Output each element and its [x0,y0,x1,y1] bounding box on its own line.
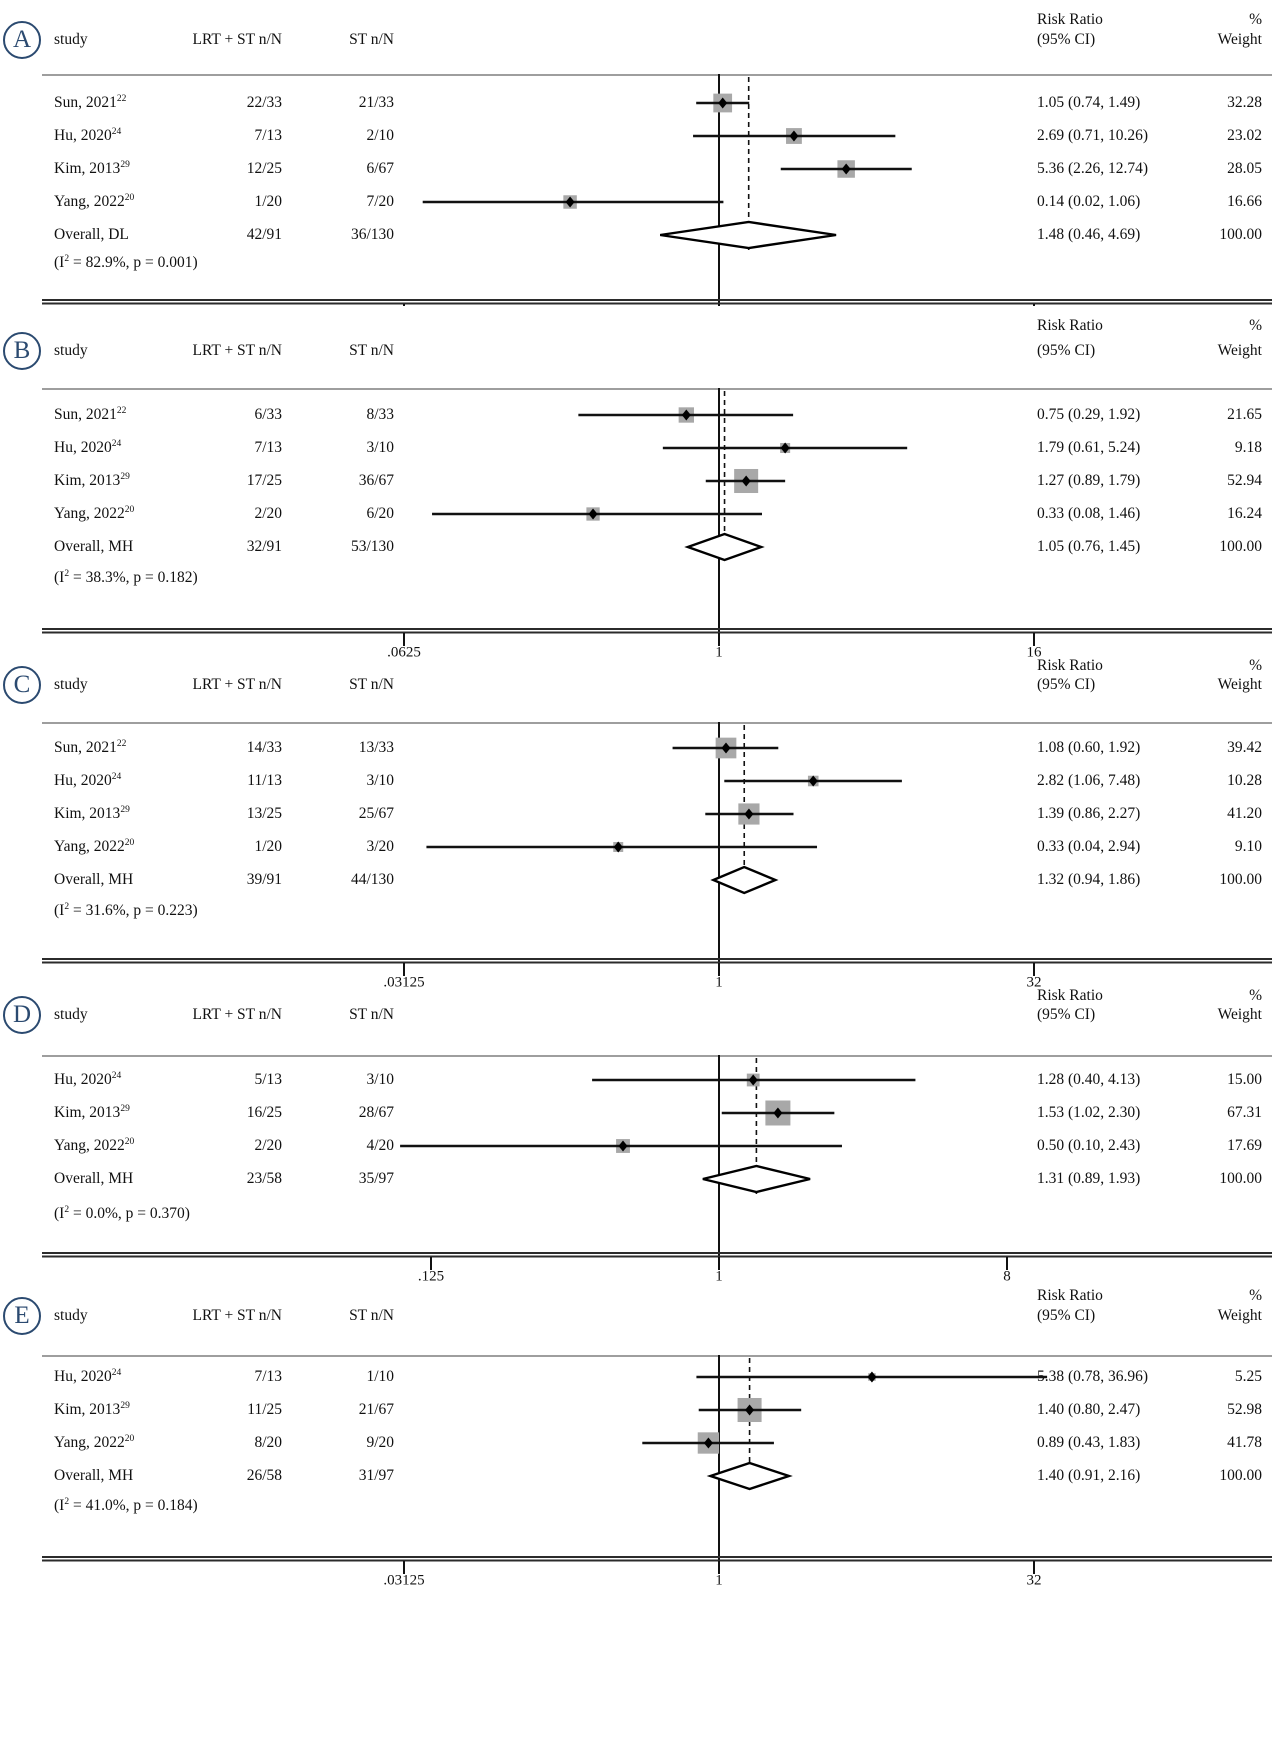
col-header-ci: (95% CI) [1037,342,1096,359]
control-events: 3/20 [366,838,394,855]
risk-ratio-value: 2.69 (0.71, 10.26) [1037,127,1149,144]
forest-canvas-E [0,1280,1280,1762]
col-header-study: study [54,1307,88,1324]
treat-events: 7/13 [254,439,282,456]
risk-ratio-value: 1.40 (0.91, 2.16) [1037,1467,1141,1484]
col-header-percent: % [1249,11,1262,28]
control-events: 21/33 [358,94,394,111]
axis-tick-label: 32 [1026,1572,1042,1589]
axis-tick-label: 1 [715,1268,723,1285]
weight-value: 23.02 [1227,127,1262,144]
weight-value: 52.98 [1227,1401,1262,1418]
heterogeneity-note: ($I^2 = 41.0\%$, p = 0.184) [54,1496,198,1514]
treat-events: 1/20 [254,838,282,855]
study-label: Yang, 2022$^{20}$ [54,837,135,855]
study-label: Kim, 2013$^{29}$ [54,804,130,822]
control-events: 2/10 [366,127,394,144]
risk-ratio-value: 0.33 (0.04, 2.94) [1037,838,1141,855]
weight-value: 32.28 [1227,94,1262,111]
panel-letter-A: A [3,21,41,59]
treat-events: 1/20 [254,193,282,210]
treat-events: 16/25 [246,1104,282,1121]
study-label: Kim, 2013$^{29}$ [54,1400,130,1418]
risk-ratio-value: 1.28 (0.40, 4.13) [1037,1071,1141,1088]
weight-value: 100.00 [1219,226,1262,243]
control-events: 1/10 [366,1368,394,1385]
weight-value: 52.94 [1227,472,1262,489]
axis-tick-label: 8 [1003,1268,1011,1285]
weight-value: 5.25 [1234,1368,1262,1385]
panel-A [0,0,1280,306]
control-events: 53/130 [350,538,394,555]
treat-events: 22/33 [246,94,282,111]
col-header-ci: (95% CI) [1037,1006,1096,1023]
col-header-ci: (95% CI) [1037,1307,1096,1324]
weight-value: 100.00 [1219,1467,1262,1484]
col-header-risk-ratio: Risk Ratio [1037,317,1103,334]
control-events: 13/33 [358,739,394,756]
col-header-st: ST n/N [349,1006,394,1023]
treat-events: 11/25 [247,1401,282,1418]
study-label: Overall, MH [54,871,134,888]
col-header-st: ST n/N [349,342,394,359]
risk-ratio-value: 0.50 (0.10, 2.43) [1037,1137,1141,1154]
col-header-weight: Weight [1217,676,1262,693]
point-estimate-marker [867,1372,876,1383]
weight-value: 15.00 [1227,1071,1262,1088]
axis-tick-label: 1 [715,644,723,661]
control-events: 4/20 [366,1137,394,1154]
panel-C [0,650,1280,991]
treat-events: 42/91 [246,226,282,243]
axis-tick-label: .03125 [383,1572,425,1589]
weight-value: 10.28 [1227,772,1262,789]
control-events: 3/10 [366,439,394,456]
study-label: Kim, 2013$^{29}$ [54,1103,130,1121]
col-header-percent: % [1249,987,1262,1004]
col-header-ci: (95% CI) [1037,31,1096,48]
risk-ratio-value: 0.89 (0.43, 1.83) [1037,1434,1141,1451]
panel-letter-C: C [3,666,41,704]
col-header-ci: (95% CI) [1037,676,1096,693]
weight-value: 17.69 [1227,1137,1262,1154]
study-label: Hu, 2020$^{24}$ [54,1070,122,1088]
citation-superscript: 24 [111,771,122,782]
heterogeneity-note: ($I^2 = 38.3\%$, p = 0.182) [54,568,198,586]
panel-E [0,1280,1280,1762]
weight-value: 67.31 [1227,1104,1262,1121]
col-header-lrt-st: LRT + ST n/N [192,676,282,693]
heterogeneity-note: ($I^2 = 0.0\%$, p = 0.370) [54,1204,190,1222]
col-header-percent: % [1249,1287,1262,1304]
weight-value: 100.00 [1219,538,1262,555]
study-label: Hu, 2020$^{24}$ [54,1367,122,1385]
control-events: 44/130 [350,871,394,888]
control-events: 3/10 [366,772,394,789]
col-header-weight: Weight [1217,31,1262,48]
weight-value: 39.42 [1227,739,1262,756]
citation-superscript: 20 [124,837,135,848]
axis-tick-label: 1 [715,974,723,991]
weight-value: 21.65 [1227,406,1262,423]
citation-superscript: 24 [111,438,122,449]
risk-ratio-value: 5.36 (2.26, 12.74) [1037,160,1149,177]
risk-ratio-value: 1.79 (0.61, 5.24) [1037,439,1141,456]
panel-letter-D: D [3,996,41,1034]
citation-superscript: 20 [124,192,135,203]
weight-value: 9.18 [1234,439,1262,456]
study-label: Overall, DL [54,226,129,243]
study-label: Yang, 2022$^{20}$ [54,1136,135,1154]
risk-ratio-value: 1.32 (0.94, 1.86) [1037,871,1141,888]
risk-ratio-value: 1.08 (0.60, 1.92) [1037,739,1141,756]
study-label: Hu, 2020$^{24}$ [54,438,122,456]
control-events: 6/67 [366,160,394,177]
study-label: Overall, MH [54,538,134,555]
control-events: 9/20 [366,1434,394,1451]
treat-events: 2/20 [254,505,282,522]
col-header-lrt-st: LRT + ST n/N [192,31,282,48]
citation-superscript: 24 [111,126,122,137]
overall-diamond [713,867,775,893]
risk-ratio-value: 1.05 (0.76, 1.45) [1037,538,1141,555]
col-header-weight: Weight [1217,1006,1262,1023]
control-events: 36/130 [350,226,394,243]
study-label: Yang, 2022$^{20}$ [54,192,135,210]
treat-events: 5/13 [254,1071,282,1088]
col-header-risk-ratio: Risk Ratio [1037,987,1103,1004]
weight-value: 100.00 [1219,871,1262,888]
risk-ratio-value: 1.39 (0.86, 2.27) [1037,805,1141,822]
panel-D [0,980,1280,1285]
study-label: Yang, 2022$^{20}$ [54,1433,135,1451]
citation-superscript: 29 [120,1400,130,1411]
col-header-weight: Weight [1217,1307,1262,1324]
col-header-risk-ratio: Risk Ratio [1037,1287,1103,1304]
weight-value: 100.00 [1219,1170,1262,1187]
treat-events: 32/91 [246,538,282,555]
treat-events: 23/58 [246,1170,282,1187]
weight-value: 16.66 [1227,193,1262,210]
treat-events: 26/58 [246,1467,282,1484]
citation-superscript: 24 [111,1367,122,1378]
risk-ratio-value: 5.38 (0.78, 36.96) [1037,1368,1149,1385]
control-events: 35/97 [358,1170,394,1187]
col-header-lrt-st: LRT + ST n/N [192,1006,282,1023]
citation-superscript: 29 [120,1103,130,1114]
weight-value: 28.05 [1227,160,1262,177]
heterogeneity-note: ($I^2 = 82.9\%$, p = 0.001) [54,253,198,271]
col-header-lrt-st: LRT + ST n/N [192,342,282,359]
axis-tick-label: .0625 [387,644,421,661]
risk-ratio-value: 0.75 (0.29, 1.92) [1037,406,1141,423]
control-events: 25/67 [358,805,394,822]
study-label: Hu, 2020$^{24}$ [54,126,122,144]
axis-tick-label: 32 [1026,974,1042,991]
citation-superscript: 29 [120,471,130,482]
citation-superscript: 22 [116,93,127,104]
panel-letter-B: B [3,332,41,370]
treat-events: 12/25 [246,160,282,177]
col-header-st: ST n/N [349,1307,394,1324]
control-events: 21/67 [358,1401,394,1418]
col-header-study: study [54,31,88,48]
control-events: 3/10 [366,1071,394,1088]
axis-tick-label: 16 [1026,644,1042,661]
treat-events: 17/25 [246,472,282,489]
treat-events: 14/33 [246,739,282,756]
study-label: Kim, 2013$^{29}$ [54,159,130,177]
weight-value: 41.20 [1227,805,1262,822]
risk-ratio-value: 1.31 (0.89, 1.93) [1037,1170,1141,1187]
risk-ratio-value: 1.05 (0.74, 1.49) [1037,94,1141,111]
treat-events: 2/20 [254,1137,282,1154]
col-header-study: study [54,676,88,693]
treat-events: 7/13 [254,1368,282,1385]
citation-superscript: 20 [124,504,135,515]
weight-value: 41.78 [1227,1434,1262,1451]
overall-diamond [660,222,836,248]
citation-superscript: 29 [120,804,130,815]
forest-canvas-D [0,980,1280,1280]
study-label: Overall, MH [54,1170,134,1187]
citation-superscript: 22 [116,738,127,749]
col-header-risk-ratio: Risk Ratio [1037,11,1103,28]
col-header-st: ST n/N [349,676,394,693]
risk-ratio-value: 1.40 (0.80, 2.47) [1037,1401,1141,1418]
treat-events: 39/91 [246,871,282,888]
weight-value: 16.24 [1227,505,1262,522]
study-label: Sun, 2021$^{22}$ [54,405,127,423]
citation-superscript: 22 [116,405,127,416]
col-header-percent: % [1249,657,1262,674]
study-label: Kim, 2013$^{29}$ [54,471,130,489]
treat-events: 11/13 [247,772,282,789]
risk-ratio-value: 1.27 (0.89, 1.79) [1037,472,1141,489]
axis-tick-label: .03125 [383,974,425,991]
col-header-st: ST n/N [349,31,394,48]
study-label: Yang, 2022$^{20}$ [54,504,135,522]
risk-ratio-value: 1.53 (1.02, 2.30) [1037,1104,1141,1121]
treat-events: 8/20 [254,1434,282,1451]
study-label: Overall, MH [54,1467,134,1484]
overall-diamond [688,534,761,560]
study-label: Sun, 2021$^{22}$ [54,93,127,111]
risk-ratio-value: 0.14 (0.02, 1.06) [1037,193,1141,210]
citation-superscript: 20 [124,1136,135,1147]
control-events: 31/97 [358,1467,394,1484]
control-events: 6/20 [366,505,394,522]
risk-ratio-value: 0.33 (0.08, 1.46) [1037,505,1141,522]
treat-events: 13/25 [246,805,282,822]
heterogeneity-note: ($I^2 = 31.6\%$, p = 0.223) [54,901,198,919]
control-events: 8/33 [366,406,394,423]
col-header-risk-ratio: Risk Ratio [1037,657,1103,674]
col-header-percent: % [1249,317,1262,334]
citation-superscript: 20 [124,1433,135,1444]
control-events: 7/20 [366,193,394,210]
citation-superscript: 29 [120,159,130,170]
risk-ratio-value: 1.48 (0.46, 4.69) [1037,226,1141,243]
panel-B [0,306,1280,661]
treat-events: 7/13 [254,127,282,144]
axis-tick-label: 1 [715,1572,723,1589]
weight-value: 9.10 [1234,838,1262,855]
col-header-weight: Weight [1217,342,1262,359]
study-label: Hu, 2020$^{24}$ [54,771,122,789]
col-header-study: study [54,342,88,359]
axis-tick-label: .125 [417,1268,445,1285]
study-label: Sun, 2021$^{22}$ [54,738,127,756]
col-header-study: study [54,1006,88,1023]
control-events: 28/67 [358,1104,394,1121]
treat-events: 6/33 [254,406,282,423]
overall-diamond [710,1463,789,1489]
citation-superscript: 24 [111,1070,122,1081]
panel-letter-E: E [3,1297,41,1335]
col-header-lrt-st: LRT + ST n/N [192,1307,282,1324]
control-events: 36/67 [358,472,394,489]
risk-ratio-value: 2.82 (1.06, 7.48) [1037,772,1141,789]
